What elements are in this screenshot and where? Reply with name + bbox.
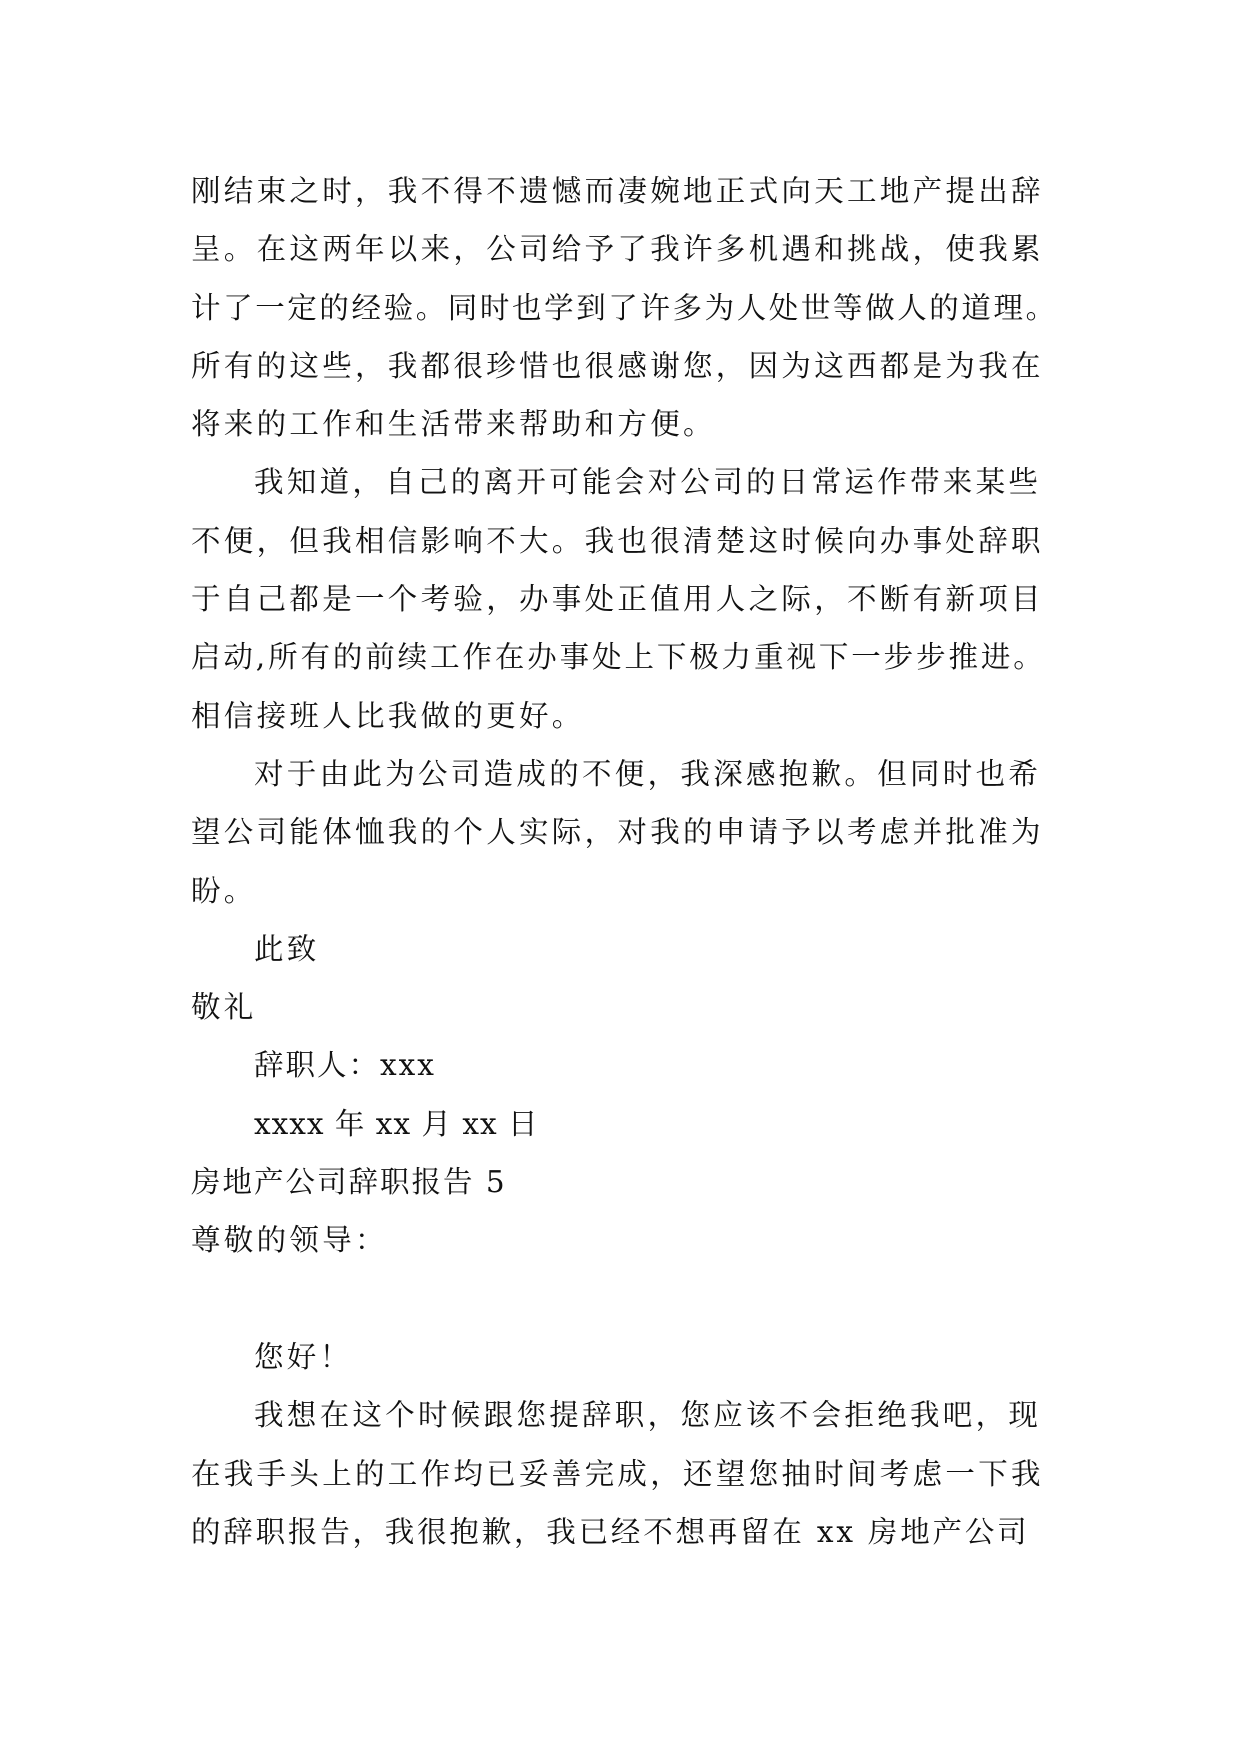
closing-salutation: 此致 bbox=[254, 931, 320, 966]
blank-line bbox=[191, 1270, 1071, 1328]
closing-regards: 敬礼 bbox=[191, 990, 257, 1025]
document-body bbox=[191, 162, 1071, 1561]
paragraph-start-line: 对于由此为公司造成的不便，我深感抱歉。但同时也希 bbox=[254, 756, 1042, 791]
section-title: 房地产公司辞职报告 5 bbox=[191, 1165, 507, 1200]
body-line: 呈。在这两年以来，公司给予了我许多机遇和挑战，使我累 bbox=[191, 232, 1044, 267]
body-line: 于自己都是一个考验，办事处正值用人之际，不断有新项目 bbox=[191, 582, 1044, 617]
body-line: 相信接班人比我做的更好。 bbox=[191, 698, 585, 733]
body-line: 刚结束之时，我不得不遗憾而凄婉地正式向天工地产提出辞 bbox=[191, 174, 1044, 208]
date-line: xxxx 年 xx 月 xx 日 bbox=[254, 1106, 539, 1141]
letter-salutation: 尊敬的领导： bbox=[191, 1223, 388, 1258]
body-line: 计了一定的经验。同时也学到了许多为人处世等做人的道理。 bbox=[191, 290, 1058, 325]
body-line: 望公司能体恤我的个人实际，对我的申请予以考虑并批准为 bbox=[191, 815, 1044, 850]
greeting-line: 您好！ bbox=[254, 1339, 353, 1374]
body-line: 启动,所有的前续工作在办事处上下极力重视下一步步推进。 bbox=[191, 640, 1046, 675]
paragraph-start-line: 我想在这个时候跟您提辞职，您应该不会拒绝我吧，现 bbox=[254, 1398, 1042, 1433]
body-line: 所有的这些，我都很珍惜也很感谢您，因为这西都是为我在 bbox=[191, 348, 1044, 383]
body-line: 的辞职报告，我很抱歉，我已经不想再留在 xx 房地产公司 bbox=[191, 1514, 1030, 1549]
body-line: 在我手头上的工作均已妥善完成，还望您抽时间考虑一下我 bbox=[191, 1456, 1044, 1491]
body-line: 将来的工作和生活带来帮助和方便。 bbox=[191, 407, 716, 442]
paragraph-start-line: 我知道，自己的离开可能会对公司的日常运作带来某些 bbox=[254, 465, 1042, 500]
body-line: 不便，但我相信影响不大。我也很清楚这时候向办事处辞职 bbox=[191, 523, 1044, 558]
signature-line: 辞职人：xxx bbox=[254, 1048, 436, 1083]
body-line: 盼。 bbox=[191, 873, 257, 908]
